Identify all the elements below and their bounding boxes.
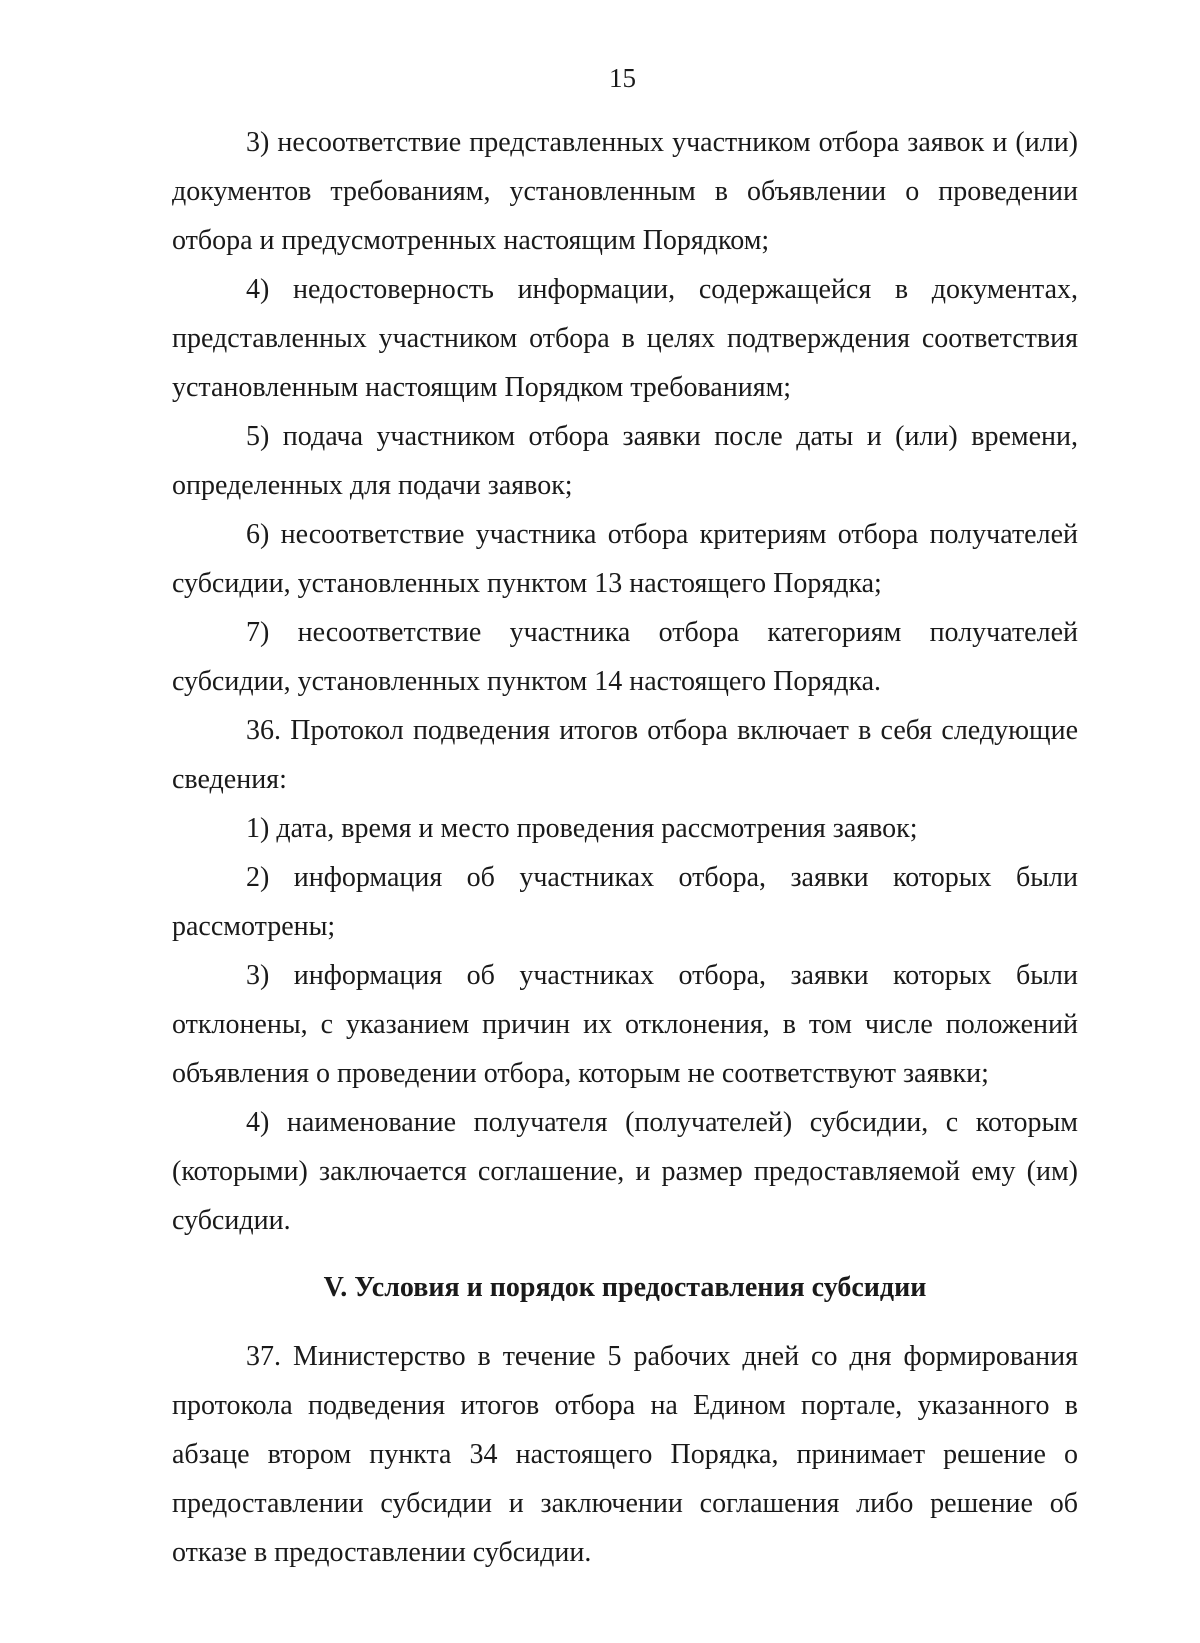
paragraph-item-3-nonconformity-documents: 3) несоответствие представленных участником отбора заявок и (или) документов требованиям, установленным в объявлении о проведении отбора и предусмотренных настоящим Порядком; (172, 127, 1078, 256)
paragraph-37-ministry-decision: 37. Министерство в течение 5 рабочих дней со дня формирования протокола подведения итогов отбора на Едином портале, указанного в абзаце втором пункта 34 настоящего Порядка, принимает решение о предоставлении субсидии и заключении соглашения либо решение об отказе в предоставлении субсидии. (172, 1341, 1078, 1568)
paragraph-protocol-item-2: 2) информация об участниках отбора, заявки которых были рассмотрены; (172, 862, 1078, 942)
paragraph-protocol-item-1: 1) дата, время и место проведения рассмотрения заявок; (246, 813, 918, 844)
page-number: 15 (609, 63, 636, 93)
paragraph-item-5-late-submission: 5) подача участником отбора заявки после даты и (или) времени, определенных для подачи заявок; (172, 421, 1078, 501)
paragraph-protocol-item-3: 3) информация об участниках отбора, заявки которых были отклонены, с указанием причин их отклонения, в том числе положений объявления о проведении отбора, которым не соответствуют заявки; (172, 960, 1078, 1089)
paragraph-item-7-category-nonconformity: 7) несоответствие участника отбора категориям получателей субсидии, установленных пунктом 14 настоящего Порядка. (172, 617, 1078, 697)
document-body (172, 118, 1078, 1577)
section-heading: V. Условия и порядок предоставления субсидии (323, 1272, 927, 1303)
paragraph-protocol-item-4: 4) наименование получателя (получателей) субсидии, с которым (которыми) заключается соглашение, и размер предоставляемой ему (им) субсидии. (172, 1107, 1078, 1236)
paragraph-item-6-criteria-nonconformity: 6) несоответствие участника отбора критериям отбора получателей субсидии, установленных пунктом 13 настоящего Порядка; (172, 519, 1078, 599)
paragraph-36-protocol: 36. Протокол подведения итогов отбора включает в себя следующие сведения: (172, 715, 1078, 795)
paragraph-item-4-unreliable-information: 4) недостоверность информации, содержащейся в документах, представленных участником отбора в целях подтверждения соответствия установленным настоящим Порядком требованиям; (172, 274, 1078, 403)
